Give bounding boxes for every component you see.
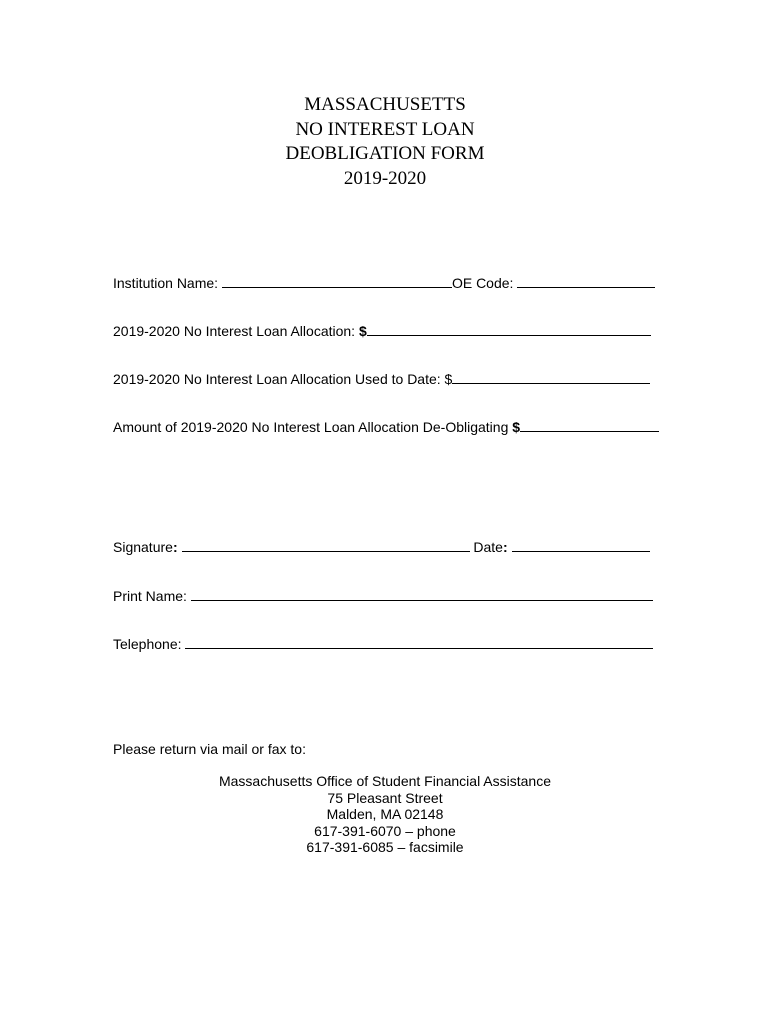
- telephone-field[interactable]: [185, 635, 653, 649]
- date-field[interactable]: [512, 538, 650, 552]
- print-name-field[interactable]: [191, 587, 653, 601]
- oe-code-label: OE Code:: [451, 275, 514, 291]
- signature-row: [113, 538, 658, 556]
- address-fax: 617-391-6085 – facsimile: [306, 839, 464, 855]
- title-line-state: MASSACHUSETTS: [304, 94, 466, 115]
- used-to-date-label: 2019-2020 No Interest Loan Allocation Used to Date: $: [113, 371, 453, 387]
- mailing-address: [0, 773, 770, 856]
- address-street: 75 Pleasant Street: [327, 789, 443, 806]
- institution-name-label: Institution Name:: [113, 275, 219, 291]
- signature-colon: :: [172, 539, 178, 555]
- print-name-row: [113, 587, 658, 605]
- oe-code-field[interactable]: [517, 274, 655, 288]
- title-line-program: NO INTEREST LOAN: [295, 118, 475, 140]
- allocation-label: 2019-2020 No Interest Loan Allocation:: [113, 323, 356, 339]
- allocation-dollar-sign: $: [358, 323, 367, 339]
- title-line-form: DEOBLIGATION FORM: [285, 143, 485, 164]
- address-org: Massachusetts Office of Student Financial Assistance: [218, 773, 552, 789]
- address-city: Malden, MA 02148: [326, 806, 444, 822]
- title-line-year: 2019-2020: [343, 167, 427, 189]
- used-to-date-row: [113, 370, 658, 388]
- address-phone: 617-391-6070 – phone: [314, 822, 456, 839]
- deobligating-dollar-sign: $: [512, 419, 521, 435]
- date-colon: :: [502, 539, 508, 555]
- signature-label: Signature: [113, 539, 173, 555]
- date-label: Date: [473, 539, 503, 555]
- allocation-row: [113, 322, 658, 340]
- telephone-row: [113, 635, 658, 653]
- signature-field[interactable]: [182, 538, 470, 552]
- form-title: [0, 93, 770, 191]
- institution-row: [113, 274, 658, 292]
- print-name-label: Print Name:: [113, 588, 187, 604]
- deobligating-field[interactable]: [520, 418, 659, 432]
- telephone-label: Telephone:: [113, 636, 182, 652]
- used-to-date-field[interactable]: [452, 370, 650, 384]
- deobligating-row: [113, 418, 658, 436]
- institution-name-field[interactable]: [222, 274, 452, 288]
- return-instructions: Please return via mail or fax to:: [113, 741, 306, 757]
- allocation-field[interactable]: [367, 322, 651, 336]
- deobligating-label: Amount of 2019-2020 No Interest Loan Allocation De-Obligating: [113, 419, 509, 435]
